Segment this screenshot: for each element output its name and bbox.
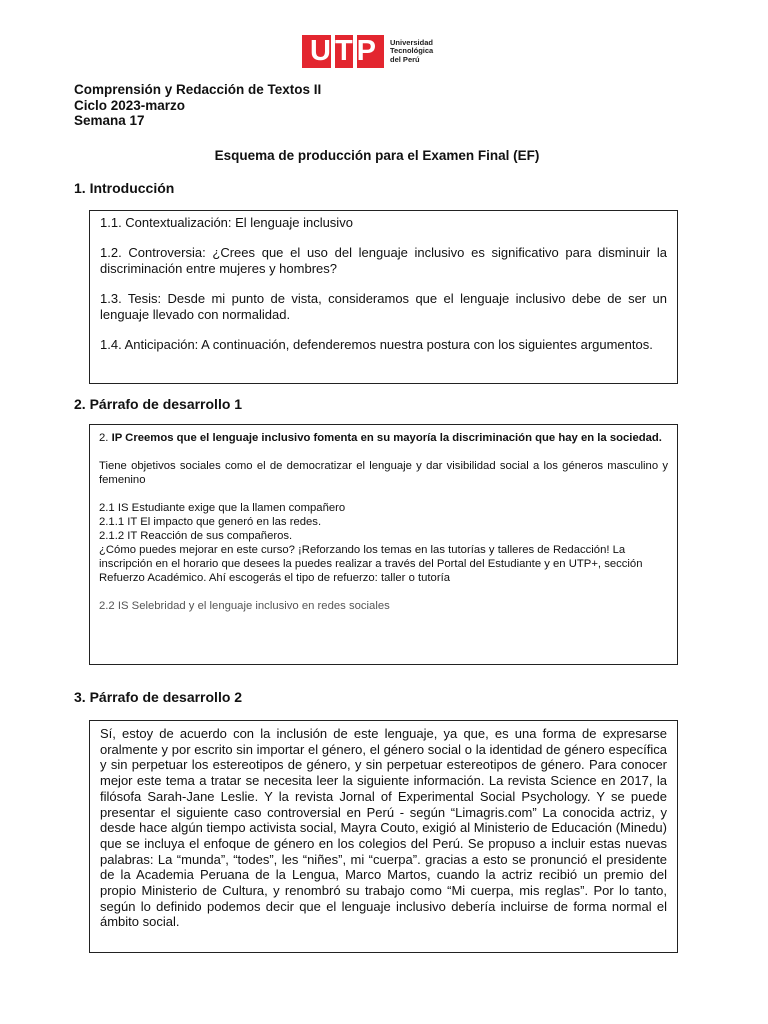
main-idea-text: IP Creemos que el lenguaje inclusivo fomenta en su mayoría la discriminación que hay en la sociedad.: [111, 432, 662, 444]
tesis-text: 1.3. Tesis: Desde mi punto de vista, consideramos que el lenguaje inclusivo debe de ser un lenguaje llevado con normalidad.: [100, 291, 667, 322]
course-name: Comprensión y Redacción de Textos II: [74, 82, 322, 97]
objective-text: Tiene objetivos sociales como el de democratizar el lenguaje y dar visibilidad social a los géneros masculino y femenino: [99, 460, 668, 486]
logo-university-name: Universidad Tecnológica del Perú: [390, 37, 434, 64]
utp-logo-mark: [302, 35, 384, 68]
anticipacion-text: 1.4. Anticipación: A continuación, defenderemos nuestra postura con los siguientes argumentos.: [100, 337, 653, 352]
tertiary-idea-1: 2.1.1 IT El impacto que generó en las redes.: [99, 516, 322, 528]
main-idea: 2. IP Creemos que el lenguaje inclusivo fomenta en su mayoría la discriminación que hay en la sociedad.: [99, 432, 662, 444]
logo-letter-u: U: [310, 35, 331, 67]
cycle-label: Ciclo 2023-marzo: [74, 97, 186, 113]
development-1-box: [89, 424, 678, 665]
logo-letter-p: P: [356, 35, 377, 67]
logo-letter-t: T: [334, 35, 353, 67]
secondary-idea-2: 2.2 IS Selebridad y el lenguaje inclusivo en redes sociales: [99, 600, 390, 612]
development-2-box: [89, 720, 678, 953]
section-heading-desarrollo-1: 2. Párrafo de desarrollo 1: [74, 396, 243, 412]
development-2-text: Sí, estoy de acuerdo con la inclusión de este lenguaje, ya que, es una forma de expresarse oralmente y por escrito sin importar el género, el género social o la identidad de género específica y sin perpetuar los estereotipos de género, y sin perpetuar estereotipos de género. Para conocer mejor este tema a tratar se necesita leer la siguiente información. La revista Science en 2017, la filósofa Sarah-Jane Leslie. Y la revista Jornal of Experimental Social Psychology. Y se puede presentar el siguiente caso controversial en Perú - según “Limagris.com” La conocida actriz, y desde hace algún tiempo activista social, Mayra Couto, exigió al Ministerio de Educación (Minedu) que se incluya el enfoque de género en los colegios del Perú. Se propuso a incluir estas nuevas palabras: La “munda”, “todes”, les “niñes”, mi “cuerpa”. gracias a esto se pronunció el presidente de la Academia Peruana de la Lengua, Marco Martos, cuando la actriz recibió un premio del propio Ministerio de Cultura, y renombró su trabajo como “Mi cuerpa, mis reglas”. Por lo tanto, según lo definido podemos decir que el lenguaje inclusivo debería incluirse de forma normal el ámbito social.: [100, 726, 667, 930]
document-title: Esquema de producción para el Examen Final (EF): [214, 148, 540, 163]
week-label: Semana 17: [74, 113, 145, 128]
document-header: [74, 82, 321, 129]
promo-line-2: inscripción en el horario que desees la puedes realizar a través del Portal del Estudiante y en UTP+, sección: [99, 558, 643, 570]
contextualizacion-text: 1.1. Contextualización: El lenguaje inclusivo: [100, 215, 353, 230]
controversia-text: 1.2. Controversia: ¿Crees que el uso del lenguaje inclusivo es significativo para disminuir la discriminación entre mujeres y hombres?: [100, 245, 667, 276]
section-heading-introduccion: 1. Introducción: [74, 180, 175, 196]
utp-logo: [302, 35, 433, 68]
tertiary-idea-2: 2.1.2 IT Reacción de sus compañeros.: [99, 530, 293, 542]
section-heading-desarrollo-2: 3. Párrafo de desarrollo 2: [74, 689, 243, 705]
promo-line-3: Refuerzo Académico. Ahí escogerás el tipo de refuerzo: taller o tutoría: [99, 572, 451, 584]
secondary-idea-1: 2.1 IS Estudiante exige que la llamen compañero: [99, 502, 346, 514]
promo-line-1: ¿Cómo puedes mejorar en este curso? ¡Reforzando los temas en las tutorías y talleres de Redacción! La: [99, 544, 626, 556]
introduction-box: [89, 210, 678, 384]
